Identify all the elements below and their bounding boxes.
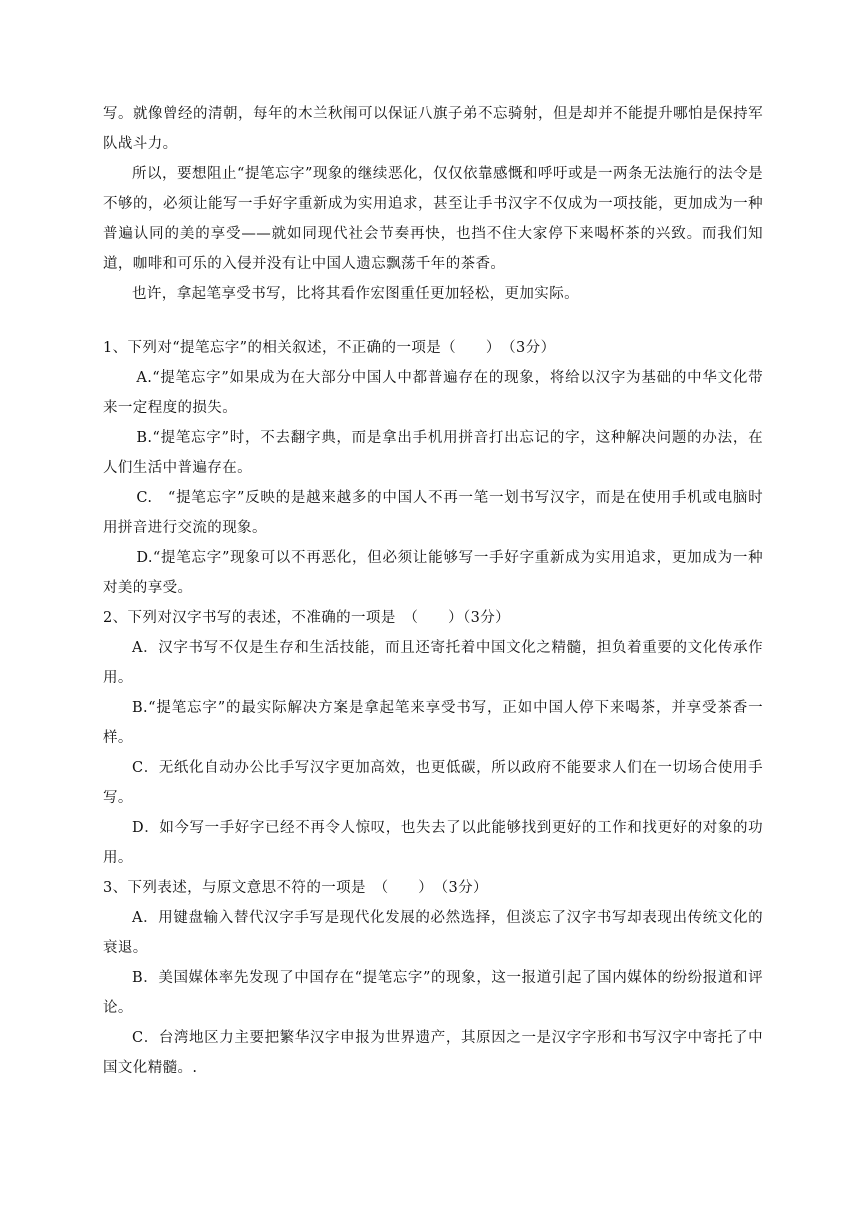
document-body: [103, 99, 763, 1083]
question-2-option-a: A．汉字书写不仅是生存和生活技能，而且还寄托着中国文化之精髓，担负着重要的文化传承作用。: [103, 640, 763, 686]
question-3: [103, 873, 763, 1083]
question-3-stem: 3、下列表述，与原文意思不符的一项是 （ ） （3分）: [103, 880, 488, 896]
question-1-stem: 1、下列对“提笔忘字”的相关叙述，不正确的一项是（ ） （3分）: [103, 340, 556, 356]
question-2-option-b: B.“提笔忘字”的最实际解决方案是拿起笔来享受书写，正如中国人停下来喝茶，并享受茶香一样。: [103, 700, 763, 746]
question-1: [103, 333, 763, 603]
passage-paragraph-3: 也许，拿起笔享受书写，比将其看作宏图重任更加轻松，更加实际。: [132, 286, 579, 302]
question-1-option-a: A.“提笔忘字”如果成为在大部分中国人中都普遍存在的现象，将给以汉字为基础的中华文化带来一定程度的损失。: [103, 370, 763, 416]
passage-paragraph-1: 写。就像曾经的清朝，每年的木兰秋闱可以保证八旗子弟不忘骑射，但是却并不能提升哪怕是保持军队战斗力。: [103, 106, 763, 152]
question-3-option-b: B．美国媒体率先发现了中国存在“提笔忘字”的现象，这一报道引起了国内媒体的纷纷报道和评论。: [103, 970, 763, 1016]
question-2-stem: 2、下列对汉字书写的表述，不准确的一项是 （ ）（3分）: [103, 610, 511, 626]
question-1-option-c: C. “提笔忘字”反映的是越来越多的中国人不再一笔一划书写汉字，而是在使用手机或电脑时用拼音进行交流的现象。: [103, 490, 763, 536]
question-2: [103, 603, 763, 873]
question-1-option-d: D.“提笔忘字”现象可以不再恶化，但必须让能够写一手好字重新成为实用追求，更加成为一种对美的享受。: [103, 550, 763, 596]
question-1-option-b: B.“提笔忘字”时，不去翻字典，而是拿出手机用拼音打出忘记的字，这种解决问题的办法，在人们生活中普遍存在。: [103, 430, 763, 476]
question-3-option-a: A．用键盘输入替代汉字手写是现代化发展的必然选择，但淡忘了汉字书写却表现出传统文化的衰退。: [103, 910, 763, 956]
section-gap: [103, 309, 763, 333]
question-2-option-c: C．无纸化自动办公比手写汉字更加高效，也更低碳，所以政府不能要求人们在一切场合使用手写。: [103, 760, 763, 806]
passage-paragraph-2: 所以，要想阻止“提笔忘字”现象的继续恶化，仅仅依靠感慨和呼吁或是一两条无法施行的法令是不够的，必须让能写一手好字重新成为实用追求，甚至让手书汉字不仅成为一项技能，更加成为一种普遍认同的美的享受——就如同现代社会节奏再快，也挡不住大家停下来喝杯茶的兴致。而我们知道，咖啡和可乐的入侵并没有让中国人遗忘飘荡千年的茶香。: [103, 166, 763, 272]
question-2-option-d: D．如今写一手好字已经不再令人惊叹，也失去了以此能够找到更好的工作和找更好的对象的功用。: [103, 820, 763, 866]
question-3-option-c: C．台湾地区力主要把繁华汉字申报为世界遗产，其原因之一是汉字字形和书写汉字中寄托了中国文化精髓。.: [103, 1030, 763, 1076]
